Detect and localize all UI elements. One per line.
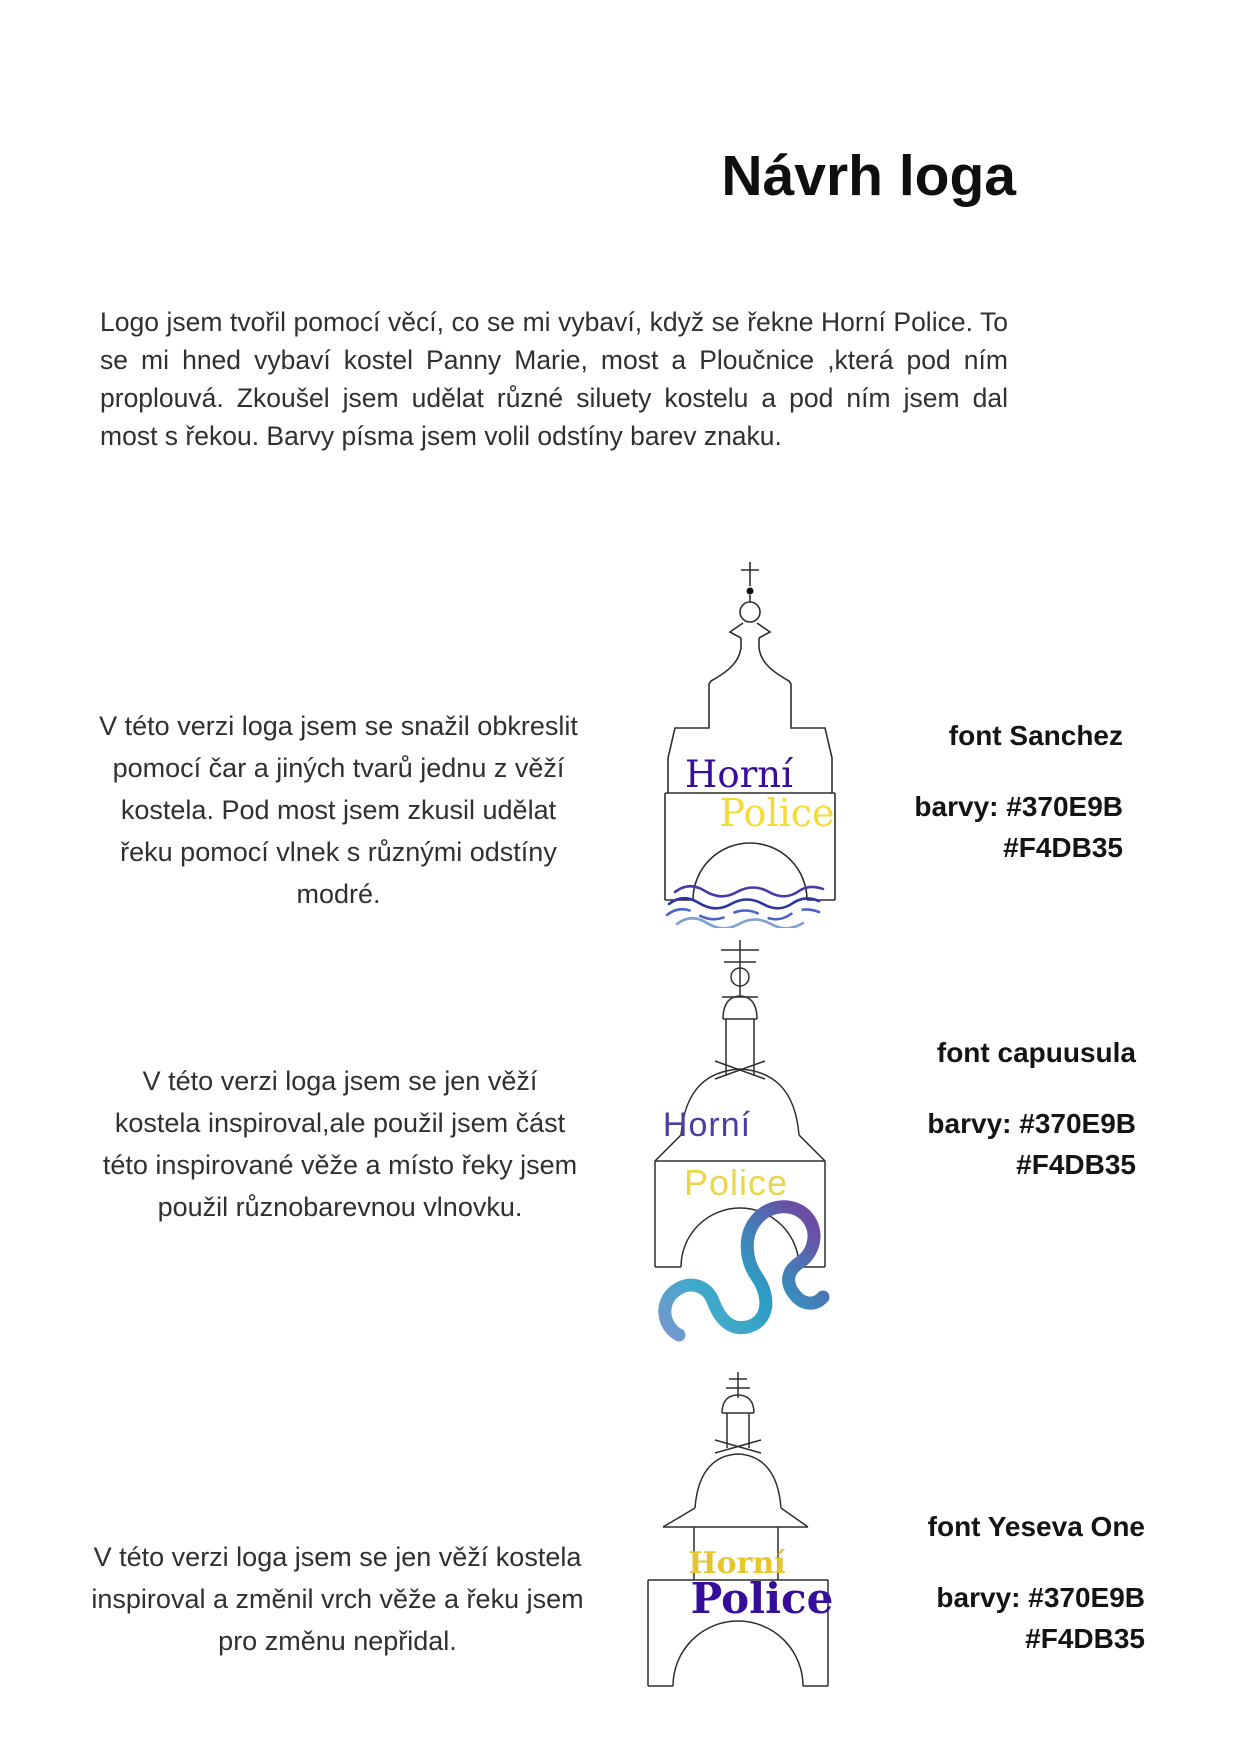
multicolor-wave-squiggle-icon xyxy=(665,1207,823,1335)
font-name-label: font Sanchez xyxy=(948,720,1123,751)
intro-paragraph: Logo jsem tvořil pomocí věcí, co se mi vybaví, když se řekne Horní Police. To se mi hned vybaví kostel Panny Marie, most a Ploučnice ,která pod ním proplouvá. Zkoušel jsem udělat různé siluety kostelu a pod ním jsem dal most s řekou. Barvy písma jsem volil odstíny barev znaku. xyxy=(100,307,1008,451)
color-hex-secondary: #F4DB35 xyxy=(1016,1149,1136,1180)
church-outline-icon xyxy=(665,562,835,900)
logo-2-text-horni: Horní xyxy=(662,1106,752,1144)
logo-1-church-tower-drawing xyxy=(655,556,845,928)
logo-2-text-police: Police xyxy=(683,1162,789,1203)
color-hex-primary: barvy: #370E9B xyxy=(914,791,1123,822)
logo-3-font-info xyxy=(928,1506,1145,1659)
logo-2-church-tower-drawing xyxy=(645,935,835,1360)
logo-3-description: V této verzi loga jsem se jen věží kostela inspiroval a změnil vrch věže a řeku jsem pro změnu nepřidal. xyxy=(91,1542,584,1656)
color-hex-secondary: #F4DB35 xyxy=(1025,1623,1145,1654)
logo-1-text-horni: Horní xyxy=(685,753,793,796)
font-name-label: font capuusula xyxy=(936,1037,1136,1068)
church-outline-icon xyxy=(648,1372,828,1686)
logo-1-text-police: Police xyxy=(719,791,835,835)
page-title: Návrh loga xyxy=(721,144,1016,208)
logo-2-description: V této verzi loga jsem se jen věží kostela inspiroval,ale použil jsem část této inspirované věže a místo řeky jsem použil různobarevnou vlnovku. xyxy=(102,1066,578,1222)
color-hex-primary: barvy: #370E9B xyxy=(936,1582,1145,1613)
logo-3-church-tower-drawing xyxy=(643,1368,833,1690)
logo-1-font-info xyxy=(914,715,1123,868)
river-waves-icon xyxy=(667,886,823,928)
color-hex-secondary: #F4DB35 xyxy=(1003,832,1123,863)
font-name-label: font Yeseva One xyxy=(927,1511,1145,1542)
logo-3-text-horni: Horní xyxy=(688,1546,786,1581)
logo-2-font-info xyxy=(927,1032,1136,1185)
color-hex-primary: barvy: #370E9B xyxy=(927,1108,1136,1139)
logo-1-description: V této verzi loga jsem se snažil obkreslit pomocí čar a jiných tvarů jednu z věží kostela. Pod most jsem zkusil udělat řeku pomocí vlnek s různými odstíny modré. xyxy=(99,711,578,909)
logo-3-text-police: Police xyxy=(690,1574,834,1623)
